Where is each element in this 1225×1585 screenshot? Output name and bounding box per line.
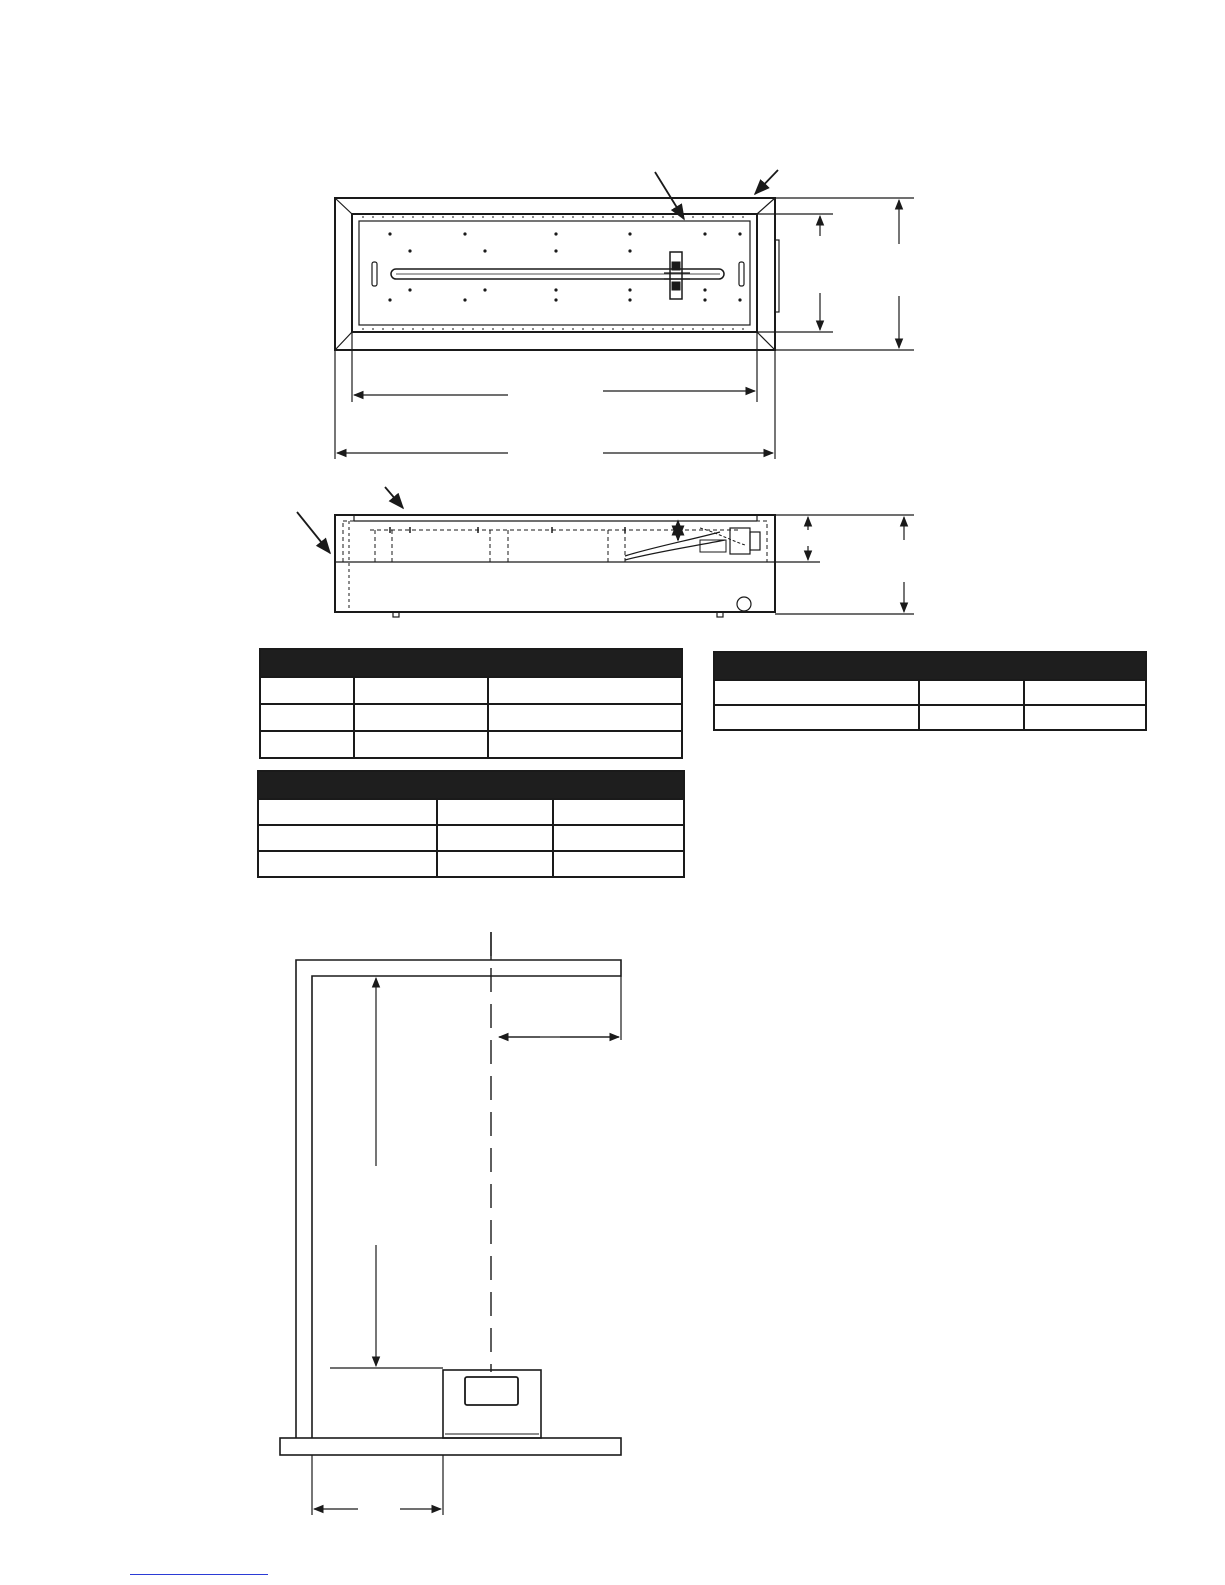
table-cell bbox=[1024, 705, 1146, 730]
table-cell bbox=[260, 731, 354, 758]
table-cell bbox=[919, 705, 1024, 730]
table-cell bbox=[553, 825, 684, 851]
appliance-box bbox=[443, 1370, 541, 1438]
table-cell bbox=[354, 677, 488, 704]
top-view-dimensions bbox=[335, 198, 914, 459]
table-cell bbox=[919, 680, 1024, 705]
table-cell bbox=[553, 851, 684, 877]
spec-table-b bbox=[713, 651, 1147, 731]
table-cell bbox=[354, 704, 488, 731]
spec-table-c bbox=[257, 770, 685, 878]
table-cell bbox=[437, 825, 553, 851]
table-cell bbox=[553, 799, 684, 825]
table-cell bbox=[714, 705, 919, 730]
valve-bracket bbox=[670, 252, 682, 299]
table-cell bbox=[488, 677, 682, 704]
wall-and-ceiling bbox=[296, 960, 621, 1438]
spec-table-b-header bbox=[714, 652, 1146, 680]
table-cell bbox=[437, 799, 553, 825]
table-cell bbox=[714, 680, 919, 705]
gas-inlet bbox=[737, 597, 751, 611]
table-cell bbox=[437, 851, 553, 877]
front-view bbox=[335, 515, 775, 617]
top-view-burner-plate bbox=[359, 221, 750, 325]
table-cell bbox=[1024, 680, 1146, 705]
table-cell bbox=[354, 731, 488, 758]
front-view-callouts bbox=[297, 487, 403, 553]
table-cell bbox=[488, 704, 682, 731]
clearance-diagram bbox=[280, 932, 621, 1515]
table-cell bbox=[258, 851, 437, 877]
top-view bbox=[335, 198, 779, 350]
spec-table-c-header bbox=[258, 771, 684, 799]
table-cell bbox=[258, 799, 437, 825]
table-cell bbox=[488, 731, 682, 758]
footer-link-underline[interactable] bbox=[130, 1574, 268, 1575]
table-cell bbox=[258, 825, 437, 851]
top-view-inner-pan bbox=[352, 214, 757, 332]
floor bbox=[280, 1438, 621, 1455]
table-cell bbox=[260, 704, 354, 731]
table-cell bbox=[260, 677, 354, 704]
spec-table-a-header bbox=[260, 649, 682, 677]
spec-table-a bbox=[259, 648, 683, 759]
front-view-dimensions bbox=[775, 515, 914, 614]
top-view-screw-dots bbox=[388, 232, 741, 301]
appliance-window bbox=[465, 1377, 518, 1405]
